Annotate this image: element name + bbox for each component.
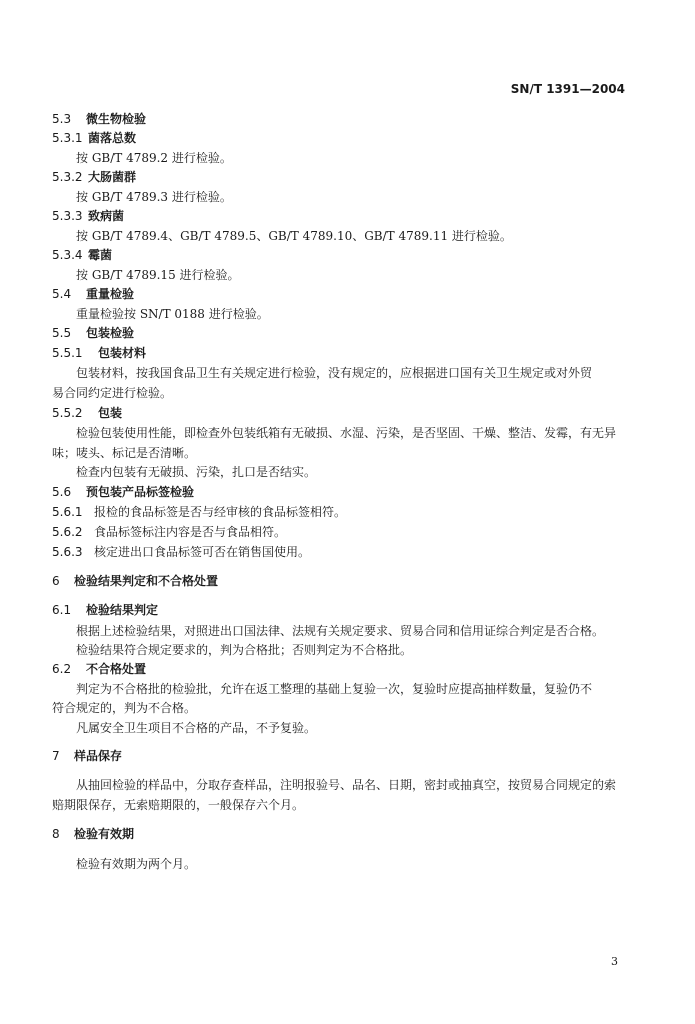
clause-line: 5.6.2 食品标签标注内容是否与食品相符。 <box>52 525 287 539</box>
body-text-line: 按 GB/T 4789.15 进行检验。 <box>76 268 240 282</box>
body-text-line: 按 GB/T 4789.2 进行检验。 <box>76 151 232 165</box>
body-text-line: 判定为不合格批的检验批，允许在返工整理的基础上复验一次，复验时应提高抽样数量，复验仍不 <box>76 682 593 696</box>
subsection-heading: 5.3.1 菌落总数 <box>52 131 137 145</box>
clause-line: 5.6.1 报检的食品标签是否与经审核的食品标签相符。 <box>52 505 347 519</box>
section-heading: 6.1 检验结果判定 <box>52 603 159 617</box>
section-heading: 6.2 不合格处置 <box>52 662 147 676</box>
body-text-line: 检验有效期为两个月。 <box>76 857 197 871</box>
chapter-heading: 6 检验结果判定和不合格处置 <box>52 574 219 588</box>
subsection-heading: 5.3.2 大肠菌群 <box>52 170 137 184</box>
section-heading: 5.4 重量检验 <box>52 287 135 301</box>
subsection-heading: 5.3.3 致病菌 <box>52 209 125 223</box>
body-text-line: 按 GB/T 4789.3 进行检验。 <box>76 190 232 204</box>
chapter-heading: 7 样品保存 <box>52 749 123 763</box>
standard-number-header: SN/T 1391—2004 <box>510 82 625 96</box>
body-text-line: 按 GB/T 4789.4、GB/T 4789.5、GB/T 4789.10、GB/T 4789.11 进行检验。 <box>76 229 512 243</box>
subsection-heading: 5.3.4 霉菌 <box>52 248 113 262</box>
page-number: 3 <box>611 955 618 968</box>
section-heading: 5.6 预包装产品标签检验 <box>52 485 195 499</box>
body-text-line: 味；唛头、标记是否清晰。 <box>52 446 197 460</box>
section-heading: 5.5 包装检验 <box>52 326 135 340</box>
body-text-line: 易合同约定进行检验。 <box>52 386 173 400</box>
chapter-heading: 8 检验有效期 <box>52 827 135 841</box>
subsection-heading: 5.5.2 包装 <box>52 406 123 420</box>
body-text-line: 赔期限保存，无索赔期限的，一般保存六个月。 <box>52 798 305 812</box>
body-text-line: 检验包装使用性能，即检查外包装纸箱有无破损、水湿、污染，是否坚固、干燥、整洁、发霉，有无异 <box>76 426 617 440</box>
clause-line: 5.6.3 核定进出口食品标签可否在销售国使用。 <box>52 545 311 559</box>
subsection-heading: 5.5.1 包装材料 <box>52 346 147 360</box>
body-text-line: 根据上述检验结果，对照进出口国法律、法规有关规定要求、贸易合同和信用证综合判定是否合格。 <box>76 624 605 638</box>
body-text-line: 检验结果符合规定要求的，判为合格批；否则判定为不合格批。 <box>76 643 413 657</box>
body-text-line: 凡属安全卫生项目不合格的产品，不予复验。 <box>76 721 317 735</box>
section-heading: 5.3 微生物检验 <box>52 112 147 126</box>
body-text-line: 包装材料，按我国食品卫生有关规定进行检验，没有规定的，应根据进口国有关卫生规定或对外贸 <box>76 366 593 380</box>
body-text-line: 符合规定的，判为不合格。 <box>52 701 197 715</box>
body-text-line: 重量检验按 SN/T 0188 进行检验。 <box>76 307 269 321</box>
body-text-line: 从抽回检验的样品中，分取存查样品，注明报验号、品名、日期，密封或抽真空，按贸易合同规定的索 <box>76 778 617 792</box>
body-text-line: 检查内包装有无破损、污染，扎口是否结实。 <box>76 465 317 479</box>
